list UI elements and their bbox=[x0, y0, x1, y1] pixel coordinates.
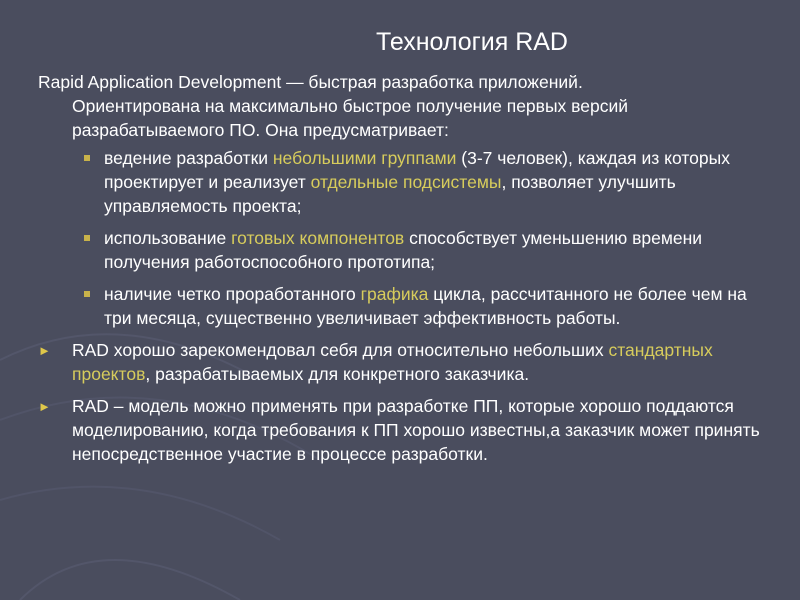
square-bullet-icon bbox=[84, 291, 90, 297]
square-bullet-icon bbox=[84, 155, 90, 161]
highlight-text: готовых компонентов bbox=[231, 228, 405, 248]
sub-bullet-item bbox=[68, 146, 768, 218]
highlight-text: стандартных проектов bbox=[72, 340, 713, 384]
bullet-text: RAD – модель можно применять при разработке ПП, которые хорошо поддаются моделированию, когда требования к ПП хорошо известны,а заказчик может принять непосредственное участие в процессе разработки. bbox=[72, 396, 760, 464]
sub-bullet-text: наличие четко проработанного bbox=[104, 284, 361, 304]
sub-bullet-text: способствует уменьшению времени получения работоспособного прототипа; bbox=[104, 228, 703, 272]
main-bullet-list bbox=[38, 338, 768, 466]
triangle-bullet-icon: ► bbox=[38, 343, 51, 358]
highlight-text: небольшими группами bbox=[272, 148, 457, 168]
sub-bullet-text: цикла, рассчитанного не более чем на три месяца, существенно увеличивает эффективность работы. bbox=[104, 284, 747, 328]
triangle-bullet-icon: ► bbox=[38, 399, 51, 414]
bullet-text: RAD хорошо зарекомендовал себя для относительно небольших bbox=[72, 340, 609, 360]
sub-bullet-text: ведение разработки bbox=[104, 148, 273, 168]
sub-bullet-item bbox=[68, 226, 768, 274]
intro-line-1: Rapid Application Development — быстрая разработка приложений. bbox=[38, 72, 583, 92]
intro-line-3: разрабатываемого ПО. Она предусматривает: bbox=[72, 120, 449, 140]
sub-bullet-text: использование bbox=[104, 228, 232, 248]
sub-bullet-text: , позволяет улучшить управляемость проекта; bbox=[104, 172, 676, 216]
main-bullet-item bbox=[38, 394, 768, 466]
main-bullet-item bbox=[38, 338, 768, 386]
sub-bullet-list bbox=[38, 146, 768, 330]
slide-body bbox=[38, 70, 768, 474]
sub-bullet-text: (3-7 человек), каждая из которых проектирует и реализует bbox=[104, 148, 730, 192]
square-bullet-icon bbox=[84, 235, 90, 241]
intro-line-2: Ориентирована на максимально быстрое получение первых версий bbox=[72, 96, 629, 116]
bullet-text: , разрабатываемых для конкретного заказчика. bbox=[145, 364, 530, 384]
slide-title: Технология RAD bbox=[375, 28, 568, 56]
sub-bullet-item bbox=[68, 282, 768, 330]
highlight-text: отдельные подсистемы bbox=[310, 172, 502, 192]
highlight-text: графика bbox=[360, 284, 429, 304]
intro-paragraph bbox=[38, 70, 768, 142]
